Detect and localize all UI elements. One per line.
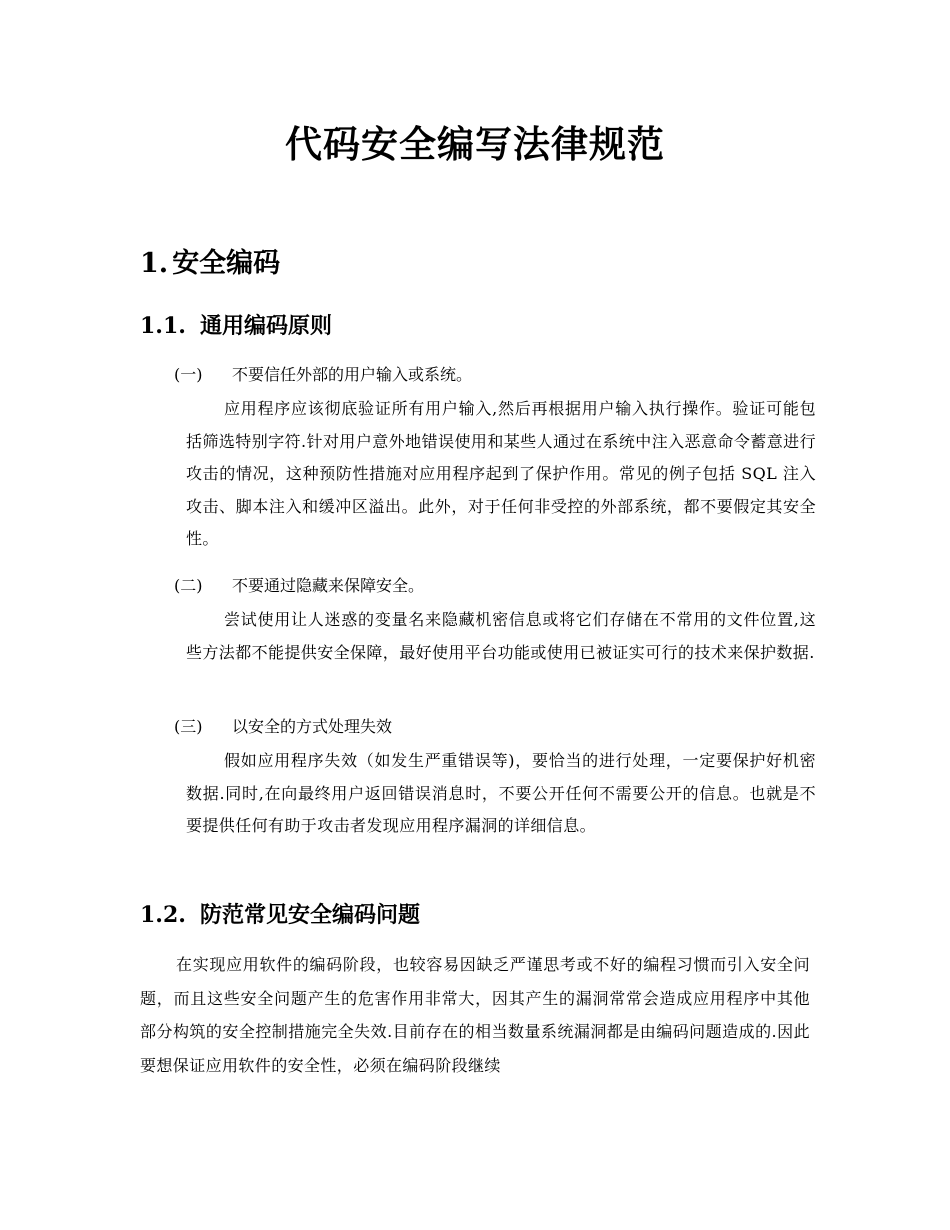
principle-item-3-paragraph: 假如应用程序失效（如发生严重错误等)，要恰当的进行处理，一定要保护好机密数据.同时,在向最终用户返回错误消息时，不要公开任何不需要公开的信息。也就是不要提供任何有助于攻击者发现应用程序漏洞的详细信息。 [186,751,816,835]
principle-item-1-title: 不要信任外部的用户输入或系统。 [232,365,473,384]
principle-item-1-paragraph: 应用程序应该彻底验证所有用户输入,然后再根据用户输入执行操作。验证可能包括筛选特别字符.针对用户意外地错误使用和某些人通过在系统中注入恶意命令蓄意进行攻击的情况，这种预防性措施对应用程序起到了保护作用。常见的例子包括 SQL 注入攻击、脚本注入和缓冲区溢出。此外，对于任何非受控的外部系统，都不要假定其安全性。 [186,399,816,548]
section-1-1-number: 1.1. [140,313,186,339]
principle-item-3-heading [174,713,392,741]
section-1-1-heading [140,309,332,343]
section-1-number: 1. [140,248,169,279]
section-1-1-title: 通用编码原则 [199,313,332,339]
section-1-title: 安全编码 [172,248,281,279]
principle-item-1-heading [174,361,472,389]
principle-item-2-paragraph: 尝试使用让人迷惑的变量名来隐藏机密信息或将它们存储在不常用的文件位置,这些方法都不能提供安全保障，最好使用平台功能或使用已被证实可行的技术来保护数据. [186,610,816,662]
principle-item-2-heading [174,572,424,600]
section-1-2-title: 防范常见安全编码问题 [199,902,420,928]
principle-item-3-marker: (三) [174,717,203,736]
principle-item-2-marker: (二) [174,576,203,595]
principle-item-2-title: 不要通过隐藏来保障安全。 [232,576,425,595]
section-1-heading [140,244,280,284]
document-title: 代码安全编写法律规范 [285,122,665,166]
section-1-2-number: 1.2. [140,902,186,928]
principle-item-1-marker: (一) [174,365,203,384]
principle-item-3-title: 以安全的方式处理失效 [232,717,393,736]
section-1-2-heading [140,898,420,932]
section-1-2-paragraph: 在实现应用软件的编码阶段，也较容易因缺乏严谨思考或不好的编程习惯而引入安全问题，而且这些安全问题产生的危害作用非常大，因其产生的漏洞常常会造成应用程序中其他部分构筑的安全控制措施完全失效.目前存在的相当数量系统漏洞都是由编码问题造成的.因此要想保证应用软件的安全性，必须在编码阶段继续 [140,955,810,1075]
